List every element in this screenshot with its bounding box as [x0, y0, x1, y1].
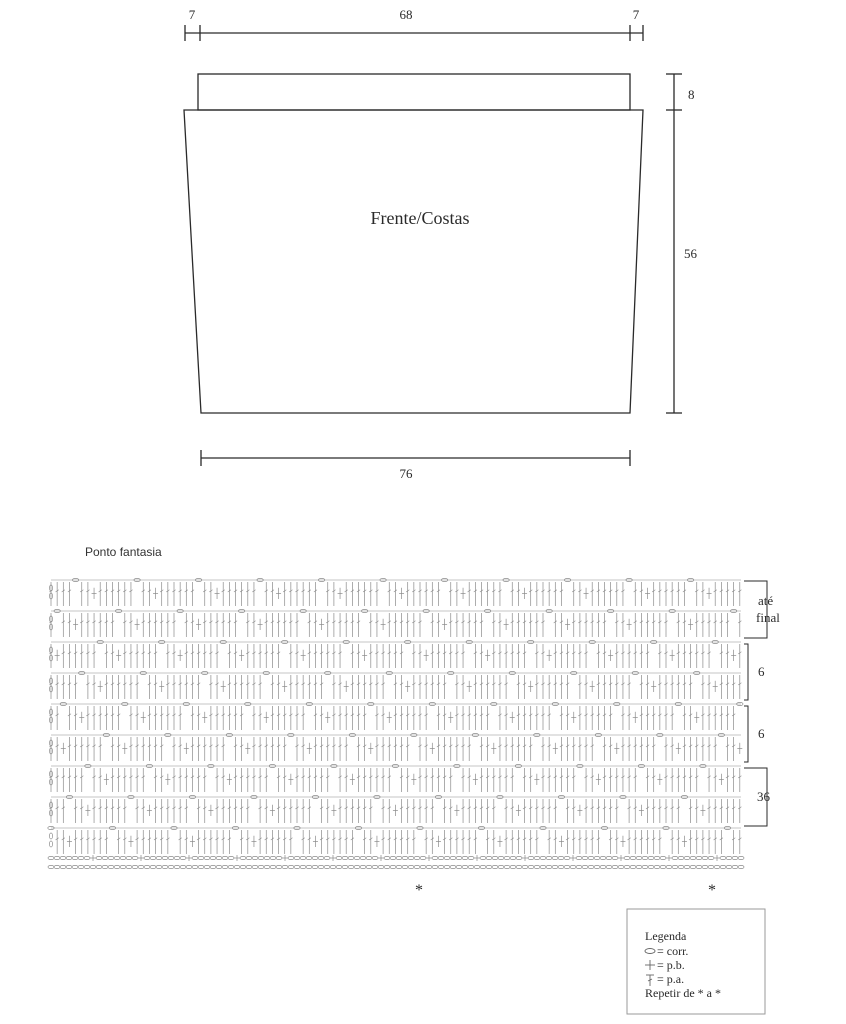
- legend-item-chain: = corr.: [657, 944, 689, 958]
- chain-stitch-mark: [378, 865, 384, 868]
- chain-stitch-mark: [78, 865, 84, 868]
- chain-stitch-mark: [354, 865, 360, 868]
- chain-stitch-mark: [534, 856, 540, 859]
- dim-top-right: 7: [632, 7, 640, 22]
- chain-stitch-mark: [468, 856, 474, 859]
- chain-stitch-mark: [402, 865, 408, 868]
- chain-stitch-mark: [240, 856, 246, 859]
- chain-stitch-mark: [156, 865, 162, 868]
- chain-stitch-mark: [102, 856, 108, 859]
- chain-stitch-mark: [480, 865, 486, 868]
- chain-stitch-mark: [474, 865, 480, 868]
- chain-stitch-mark: [264, 856, 270, 859]
- chain-stitch-mark: [582, 856, 588, 859]
- chain-stitch-mark: [228, 856, 234, 859]
- chain-stitch-mark: [738, 865, 744, 868]
- chain-stitch-mark: [588, 865, 594, 868]
- chain-stitch-mark: [666, 865, 672, 868]
- chain-stitch-mark: [498, 865, 504, 868]
- chain-stitch-mark: [270, 856, 276, 859]
- chain-stitch-mark: [654, 865, 660, 868]
- chain-stitch-mark: [138, 865, 144, 868]
- chain-stitch-mark: [48, 865, 54, 868]
- chain-stitch-mark: [384, 856, 390, 859]
- chain-stitch-mark: [60, 856, 66, 859]
- chain-stitch-mark: [678, 865, 684, 868]
- chain-stitch-mark: [222, 865, 228, 868]
- row-mark-six-a: 6: [758, 664, 765, 679]
- chain-stitch-mark: [732, 856, 738, 859]
- chain-stitch-mark: [672, 865, 678, 868]
- chain-stitch-mark: [450, 865, 456, 868]
- chain-stitch-mark: [66, 856, 72, 859]
- chain-stitch-mark: [498, 856, 504, 859]
- chain-stitch-mark: [54, 865, 60, 868]
- stitch-grid: [48, 578, 744, 868]
- chain-stitch-mark: [78, 856, 84, 859]
- chain-stitch-mark: [516, 865, 522, 868]
- chain-stitch-mark: [480, 856, 486, 859]
- chain-stitch-mark: [510, 865, 516, 868]
- chain-stitch-mark: [636, 865, 642, 868]
- chain-stitch-mark: [276, 856, 282, 859]
- chain-stitch-mark: [336, 856, 342, 859]
- chain-stitch-mark: [390, 865, 396, 868]
- chain-stitch-mark: [552, 865, 558, 868]
- legend-item-single-crochet: = p.b.: [657, 958, 685, 972]
- chain-stitch-mark: [84, 856, 90, 859]
- chain-stitch-mark: [708, 856, 714, 859]
- chain-stitch-mark: [600, 865, 606, 868]
- chain-stitch-mark: [54, 856, 60, 859]
- chain-stitch-mark: [432, 856, 438, 859]
- chain-stitch-mark: [96, 856, 102, 859]
- dim-bottom: 76: [399, 466, 413, 481]
- chain-stitch-mark: [96, 865, 102, 868]
- chain-stitch-mark: [90, 865, 96, 868]
- body-panel: [184, 110, 643, 413]
- chain-stitch-mark: [126, 856, 132, 859]
- chain-stitch-mark: [144, 856, 150, 859]
- chain-stitch-mark: [540, 856, 546, 859]
- chain-stitch-mark: [306, 856, 312, 859]
- chain-stitch-mark: [444, 865, 450, 868]
- chain-stitch-mark: [222, 856, 228, 859]
- chain-stitch-mark: [258, 865, 264, 868]
- chain-stitch-mark: [348, 856, 354, 859]
- chain-stitch-mark: [180, 856, 186, 859]
- chain-stitch-mark: [630, 856, 636, 859]
- chain-stitch-mark: [204, 856, 210, 859]
- chain-stitch-mark: [486, 856, 492, 859]
- chain-stitch-mark: [642, 865, 648, 868]
- chain-stitch-mark: [684, 865, 690, 868]
- chain-stitch-mark: [606, 865, 612, 868]
- chain-stitch-mark: [564, 865, 570, 868]
- chain-stitch-mark: [576, 856, 582, 859]
- dim-right-upper: 8: [688, 87, 695, 102]
- row-mark-ate: até: [758, 593, 774, 608]
- chain-stitch-mark: [492, 865, 498, 868]
- chain-stitch-mark: [402, 856, 408, 859]
- chain-stitch-mark: [366, 865, 372, 868]
- chain-stitch-mark: [234, 865, 240, 868]
- chain-stitch-mark: [114, 856, 120, 859]
- chain-stitch-mark: [438, 865, 444, 868]
- chain-stitch-mark: [456, 865, 462, 868]
- chain-stitch-mark: [288, 865, 294, 868]
- chain-stitch-mark: [552, 856, 558, 859]
- chain-stitch-mark: [660, 865, 666, 868]
- chain-stitch-mark: [372, 865, 378, 868]
- chain-stitch-mark: [492, 856, 498, 859]
- chain-stitch-mark: [738, 856, 744, 859]
- chain-stitch-mark: [570, 865, 576, 868]
- bracket-six-a: [744, 644, 748, 700]
- chain-stitch-mark: [49, 841, 52, 847]
- chain-stitch-mark: [192, 856, 198, 859]
- row-mark-six-b: 6: [758, 726, 765, 741]
- chain-stitch-mark: [324, 856, 330, 859]
- chain-stitch-mark: [588, 856, 594, 859]
- chain-stitch-mark: [186, 865, 192, 868]
- chain-stitch-mark: [414, 865, 420, 868]
- chain-stitch-mark: [396, 865, 402, 868]
- chain-stitch-mark: [702, 856, 708, 859]
- chain-stitch-mark: [648, 856, 654, 859]
- chain-stitch-mark: [360, 856, 366, 859]
- chain-stitch-mark: [546, 865, 552, 868]
- chain-stitch-mark: [516, 856, 522, 859]
- chain-stitch-mark: [456, 856, 462, 859]
- chain-stitch-mark: [120, 856, 126, 859]
- chain-stitch-mark: [684, 856, 690, 859]
- chain-stitch-mark: [246, 856, 252, 859]
- chain-stitch-mark: [522, 865, 528, 868]
- chain-stitch-mark: [420, 865, 426, 868]
- chain-stitch-mark: [624, 856, 630, 859]
- chain-stitch-mark: [150, 865, 156, 868]
- chain-stitch-mark: [330, 865, 336, 868]
- chain-stitch-mark: [372, 856, 378, 859]
- chain-stitch-mark: [726, 865, 732, 868]
- dim-right-main: 56: [684, 246, 697, 261]
- chain-stitch-mark: [354, 856, 360, 859]
- chain-stitch-mark: [102, 865, 108, 868]
- chain-stitch-mark: [162, 865, 168, 868]
- chain-stitch-mark: [486, 865, 492, 868]
- chain-stitch-mark: [342, 856, 348, 859]
- chain-stitch-mark: [252, 856, 258, 859]
- chain-stitch-mark: [630, 865, 636, 868]
- chain-stitch-mark: [600, 856, 606, 859]
- chain-stitch-mark: [660, 856, 666, 859]
- chain-stitch-mark: [66, 865, 72, 868]
- chain-stitch-mark: [612, 865, 618, 868]
- chain-stitch-mark: [294, 865, 300, 868]
- chain-stitch-mark: [720, 856, 726, 859]
- chain-stitch-mark: [678, 856, 684, 859]
- chain-stitch-mark: [468, 865, 474, 868]
- chain-stitch-mark: [168, 856, 174, 859]
- chain-stitch-mark: [696, 856, 702, 859]
- chain-stitch-mark: [504, 856, 510, 859]
- chain-stitch-mark: [408, 856, 414, 859]
- chain-stitch-mark: [444, 856, 450, 859]
- chain-stitch-mark: [264, 865, 270, 868]
- chain-stitch-mark: [108, 856, 114, 859]
- chain-stitch-mark: [708, 865, 714, 868]
- chain-stitch-mark: [228, 865, 234, 868]
- chain-stitch-mark: [612, 856, 618, 859]
- chain-stitch-mark: [270, 865, 276, 868]
- chain-stitch-mark: [192, 865, 198, 868]
- chain-stitch-mark: [360, 865, 366, 868]
- chain-stitch-mark: [558, 865, 564, 868]
- chain-stitch-mark: [168, 865, 174, 868]
- chain-stitch-mark: [438, 856, 444, 859]
- chain-stitch-mark: [282, 865, 288, 868]
- chain-stitch-mark: [696, 865, 702, 868]
- chain-stitch-mark: [528, 856, 534, 859]
- chain-stitch-mark: [690, 865, 696, 868]
- chain-stitch-mark: [726, 856, 732, 859]
- repeat-end-mark: *: [708, 882, 716, 899]
- chain-stitch-mark: [132, 865, 138, 868]
- chain-stitch-mark: [594, 856, 600, 859]
- chain-stitch-mark: [528, 865, 534, 868]
- legend-item-double-crochet: = p.a.: [657, 972, 685, 986]
- repeat-start-mark: *: [415, 882, 423, 899]
- chain-stitch-mark: [312, 865, 318, 868]
- chain-stitch-mark: [564, 856, 570, 859]
- chain-stitch-mark: [174, 856, 180, 859]
- chain-stitch-mark: [336, 865, 342, 868]
- chain-stitch-mark: [294, 856, 300, 859]
- chain-stitch-mark: [702, 865, 708, 868]
- chain-stitch-mark: [642, 856, 648, 859]
- chain-stitch-mark: [288, 856, 294, 859]
- piece-label: Frente/Costas: [370, 208, 470, 228]
- chain-stitch-mark: [714, 865, 720, 868]
- chain-stitch-mark: [198, 865, 204, 868]
- chain-stitch-mark: [450, 856, 456, 859]
- legend-repeat-note: Repetir de * a *: [645, 986, 721, 1000]
- chain-stitch-mark: [108, 865, 114, 868]
- chain-stitch-mark: [636, 856, 642, 859]
- chain-stitch-mark: [312, 856, 318, 859]
- chain-stitch-mark: [162, 856, 168, 859]
- chain-stitch-mark: [114, 865, 120, 868]
- chain-stitch-mark: [534, 865, 540, 868]
- chain-stitch-mark: [546, 856, 552, 859]
- chain-stitch-mark: [300, 856, 306, 859]
- chain-stitch-mark: [618, 865, 624, 868]
- chain-stitch-mark: [396, 856, 402, 859]
- chain-stitch-mark: [300, 865, 306, 868]
- chain-stitch-mark: [276, 865, 282, 868]
- dim-top-middle: 68: [399, 7, 413, 22]
- chain-stitch-mark: [432, 865, 438, 868]
- chain-stitch-mark: [210, 865, 216, 868]
- chain-stitch-mark: [624, 865, 630, 868]
- chain-stitch-mark: [582, 865, 588, 868]
- chain-stitch-mark: [246, 865, 252, 868]
- chain-stitch-mark: [462, 865, 468, 868]
- chain-stitch-mark: [648, 865, 654, 868]
- chain-stitch-mark: [414, 856, 420, 859]
- chain-stitch-mark: [576, 865, 582, 868]
- chain-stitch-mark: [720, 865, 726, 868]
- chain-stitch-mark: [672, 856, 678, 859]
- chain-stitch-mark: [144, 865, 150, 868]
- chain-stitch-mark: [258, 856, 264, 859]
- chain-stitch-mark: [216, 856, 222, 859]
- chain-stitch-mark: [558, 856, 564, 859]
- chain-stitch-mark: [210, 856, 216, 859]
- chain-stitch-mark: [72, 865, 78, 868]
- chain-stitch-mark: [252, 865, 258, 868]
- chain-stitch-mark: [240, 865, 246, 868]
- chain-stitch-mark: [306, 865, 312, 868]
- chain-stitch-mark: [384, 865, 390, 868]
- chain-stitch-mark: [49, 833, 52, 839]
- chain-stitch-mark: [180, 865, 186, 868]
- chain-stitch-mark: [132, 856, 138, 859]
- chain-stitch-mark: [342, 865, 348, 868]
- chain-stitch-mark: [84, 865, 90, 868]
- chain-stitch-mark: [156, 856, 162, 859]
- dim-top-left: 7: [188, 7, 196, 22]
- row-mark-thirty-six: 36: [757, 789, 770, 804]
- chain-stitch-mark: [654, 856, 660, 859]
- chain-stitch-mark: [348, 865, 354, 868]
- ribbing-band: [198, 74, 630, 110]
- chart-title: Ponto fantasia: [85, 545, 162, 559]
- chain-stitch-mark: [732, 865, 738, 868]
- chain-stitch-mark: [48, 856, 54, 859]
- chain-stitch-mark: [126, 865, 132, 868]
- chain-stitch-mark: [408, 865, 414, 868]
- legend-title: Legenda: [645, 929, 687, 943]
- chain-stitch-mark: [216, 865, 222, 868]
- chain-stitch-mark: [462, 856, 468, 859]
- schematic: [184, 25, 682, 466]
- chain-stitch-mark: [540, 865, 546, 868]
- chain-stitch-mark: [318, 856, 324, 859]
- chain-stitch-mark: [690, 856, 696, 859]
- chain-stitch-mark: [504, 865, 510, 868]
- chain-stitch-mark: [594, 865, 600, 868]
- chain-stitch-mark: [510, 856, 516, 859]
- bracket-six-b: [744, 706, 748, 762]
- chain-stitch-mark: [318, 865, 324, 868]
- chain-stitch-mark: [426, 865, 432, 868]
- chain-stitch-mark: [198, 856, 204, 859]
- chain-stitch-mark: [420, 856, 426, 859]
- chain-stitch-mark: [174, 865, 180, 868]
- chain-stitch-mark: [72, 856, 78, 859]
- chain-stitch-mark: [120, 865, 126, 868]
- chain-stitch-mark: [366, 856, 372, 859]
- row-mark-final: final: [756, 610, 780, 625]
- chain-stitch-mark: [204, 865, 210, 868]
- chain-stitch-mark: [606, 856, 612, 859]
- chain-stitch-mark: [60, 865, 66, 868]
- chain-stitch-mark: [390, 856, 396, 859]
- chain-stitch-mark: [150, 856, 156, 859]
- chain-stitch-mark: [324, 865, 330, 868]
